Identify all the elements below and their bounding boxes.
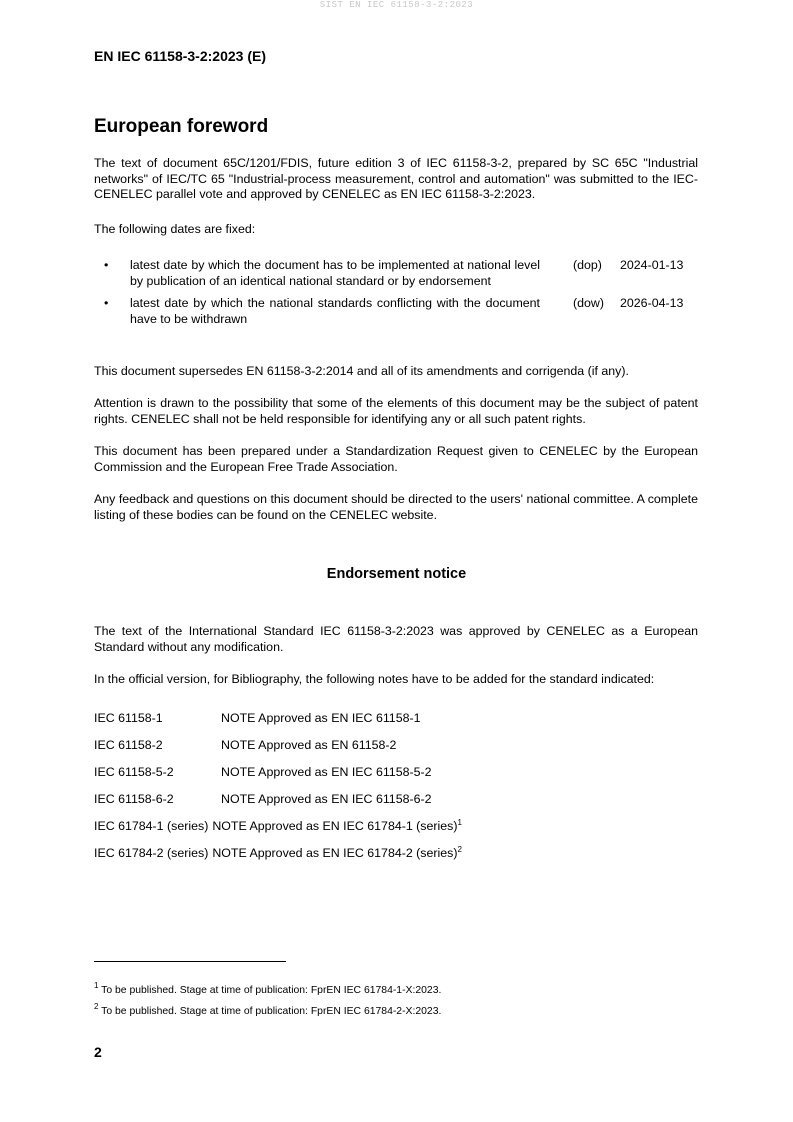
bibliography-note	[94, 738, 396, 753]
bibliography-note	[94, 792, 432, 807]
patent-paragraph: Attention is drawn to the possibility that some of the elements of this document may be the subject of patent rights. CENELEC shall not be held responsible for identifying any or all such patent rights.	[94, 396, 698, 426]
note-text: NOTE Approved as EN IEC 61158-6-2	[221, 792, 432, 806]
footnote	[94, 1002, 442, 1017]
bullet-icon: •	[104, 296, 109, 310]
bibliography-note	[94, 819, 462, 834]
bibliography-intro: In the official version, for Bibliography, the following notes have to be added for the standard indicated:	[94, 672, 655, 686]
feedback-paragraph: Any feedback and questions on this document should be directed to the users' national committee. A complete listing of these bodies can be found on the CENELEC website.	[94, 492, 698, 522]
bibliography-note	[94, 846, 462, 861]
date-code: (dop)	[573, 258, 602, 272]
endorsement-text: The text of the International Standard IEC 61158-3-2:2023 was approved by CENELEC as a European Standard without any modification.	[94, 624, 698, 654]
note-text: NOTE Approved as EN IEC 61158-5-2	[221, 765, 432, 779]
note-standard: IEC 61784-2 (series)	[94, 846, 209, 860]
note-text: NOTE Approved as EN 61158-2	[221, 738, 397, 752]
foreword-title: European foreword	[94, 116, 269, 137]
watermark: SIST EN IEC 61158-3-2:2023	[319, 0, 474, 10]
document-header: EN IEC 61158-3-2:2023 (E)	[94, 48, 266, 64]
footnote-text: To be published. Stage at time of publication: FprEN IEC 61784-1-X:2023.	[101, 985, 442, 996]
supersedes-paragraph: This document supersedes EN 61158-3-2:2014 and all of its amendments and corrigenda (if any).	[94, 364, 629, 378]
note-text: NOTE Approved as EN IEC 61784-1 (series)	[212, 819, 458, 833]
footnote-separator	[94, 961, 286, 962]
date-value: 2026-04-13	[620, 296, 684, 310]
endorsement-title: Endorsement notice	[326, 566, 467, 582]
date-description: latest date by which the national standards conflicting with the document have to be withdrawn	[130, 296, 540, 326]
footnote	[94, 981, 442, 996]
bibliography-note	[94, 711, 421, 726]
note-text: NOTE Approved as EN IEC 61158-1	[221, 711, 421, 725]
date-code: (dow)	[573, 296, 604, 310]
note-standard: IEC 61158-2	[94, 738, 163, 752]
note-standard: IEC 61158-1	[94, 711, 163, 725]
page-number: 2	[94, 1044, 102, 1060]
note-standard: IEC 61158-6-2	[94, 792, 174, 806]
note-standard: IEC 61158-5-2	[94, 765, 174, 779]
bullet-icon: •	[104, 258, 109, 272]
note-text: NOTE Approved as EN IEC 61784-2 (series)	[212, 846, 458, 860]
footnote-ref[interactable]: 2	[457, 845, 462, 854]
standardization-paragraph: This document has been prepared under a Standardization Request given to CENELEC by the European Commission and the European Free Trade Association.	[94, 444, 698, 474]
foreword-intro: The text of document 65C/1201/FDIS, future edition 3 of IEC 61158-3-2, prepared by SC 65C "Industrial networks" of IEC/TC 65 "Industrial-process measurement, control and automation" was submitted to the IEC-CENELEC parallel vote and approved by CENELEC as EN IEC 61158-3-2:2023.	[94, 156, 698, 201]
note-standard: IEC 61784-1 (series)	[94, 819, 209, 833]
dates-intro: The following dates are fixed:	[94, 222, 256, 236]
footnote-text: To be published. Stage at time of publication: FprEN IEC 61784-2-X:2023.	[101, 1006, 442, 1017]
footnote-number: 1	[94, 981, 99, 990]
date-description: latest date by which the document has to be implemented at national level by publication of an identical national standard or by endorsement	[130, 258, 540, 288]
bibliography-note	[94, 765, 432, 780]
footnote-ref[interactable]: 1	[457, 818, 462, 827]
footnote-number: 2	[94, 1002, 99, 1011]
date-value: 2024-01-13	[620, 258, 684, 272]
